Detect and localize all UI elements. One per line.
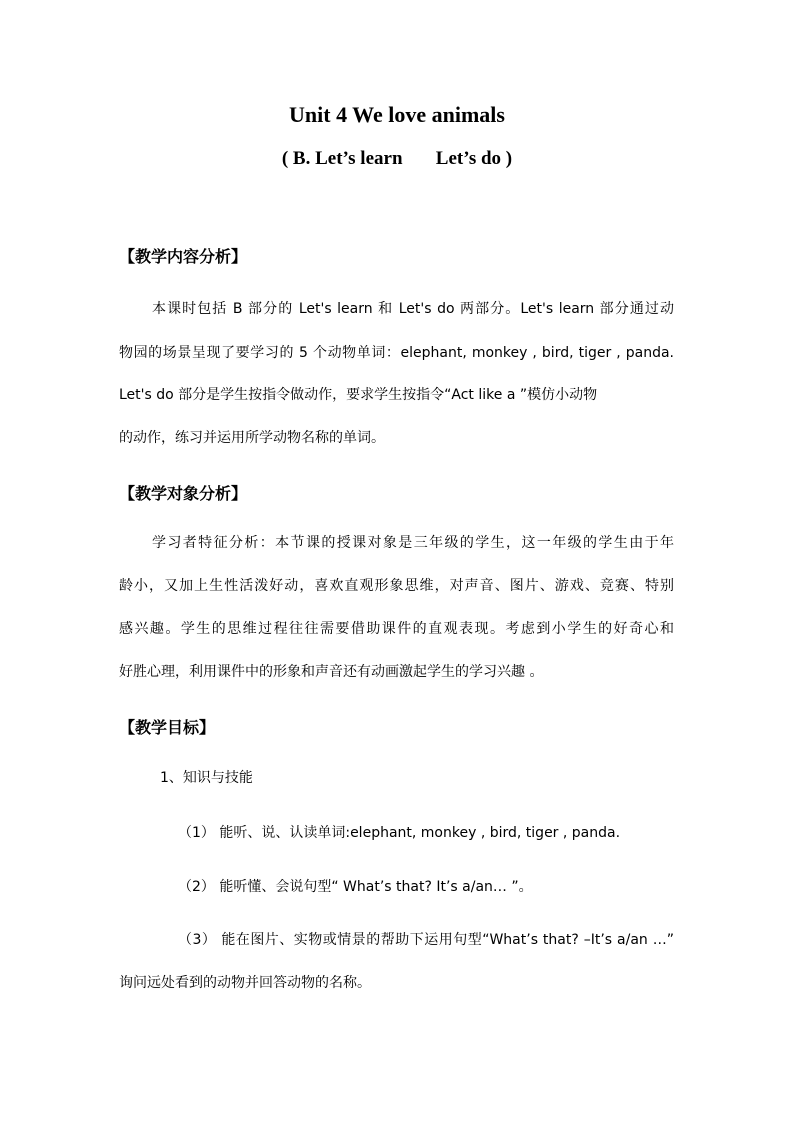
paragraph-line: 本课时包括 B 部分的 Let's learn 和 Let's do 两部分。Let's learn 部分通过动 [152,301,674,317]
paragraph-line: Let's do 部分是学生按指令做动作，要求学生按指令“Act like a ”模仿小动物 [119,387,598,403]
paragraph-line: 龄小，又加上生性活泼好动，喜欢直观形象思维，对声音、图片、游戏、竞赛、特别 [119,578,674,594]
paragraph-line: 物园的场景呈现了要学习的 5 个动物单词：elephant, monkey , bird, tiger , panda. [119,345,674,361]
objective-item: （1） 能听、说、认读单词:elephant, monkey , bird, tiger , panda. [178,825,621,841]
paragraph-line: 的动作，练习并运用所学动物名称的单词。 [119,430,385,446]
section-heading-content-analysis: 【教学内容分析】 [119,247,248,266]
section-heading-learner-analysis: 【教学对象分析】 [119,484,248,503]
objective-item: （3） 能在图片、实物或情景的帮助下运用句型“What’s that? –It’s a/an …” [178,932,674,948]
objective-subheading: 1、知识与技能 [160,770,253,786]
objective-item: （2） 能听懂、会说句型“ What’s that? It’s a/an… ”。 [178,879,533,895]
section-heading-teaching-objectives: 【教学目标】 [119,718,216,737]
document-subtitle: ( B. Let’s learn Let’s do ) [281,148,513,169]
paragraph-line: 学习者特征分析：本节课的授课对象是三年级的学生，这一年级的学生由于年 [152,535,674,551]
paragraph-line: 好胜心理，利用课件中的形象和声音还有动画激起学生的学习兴趣 。 [119,664,544,680]
paragraph-line: 询问远处看到的动物并回答动物的名称。 [119,975,371,991]
paragraph-line: 感兴趣。学生的思维过程往往需要借助课件的直观表现。考虑到小学生的好奇心和 [119,621,674,637]
document-title: Unit 4 We love animals [289,102,505,127]
